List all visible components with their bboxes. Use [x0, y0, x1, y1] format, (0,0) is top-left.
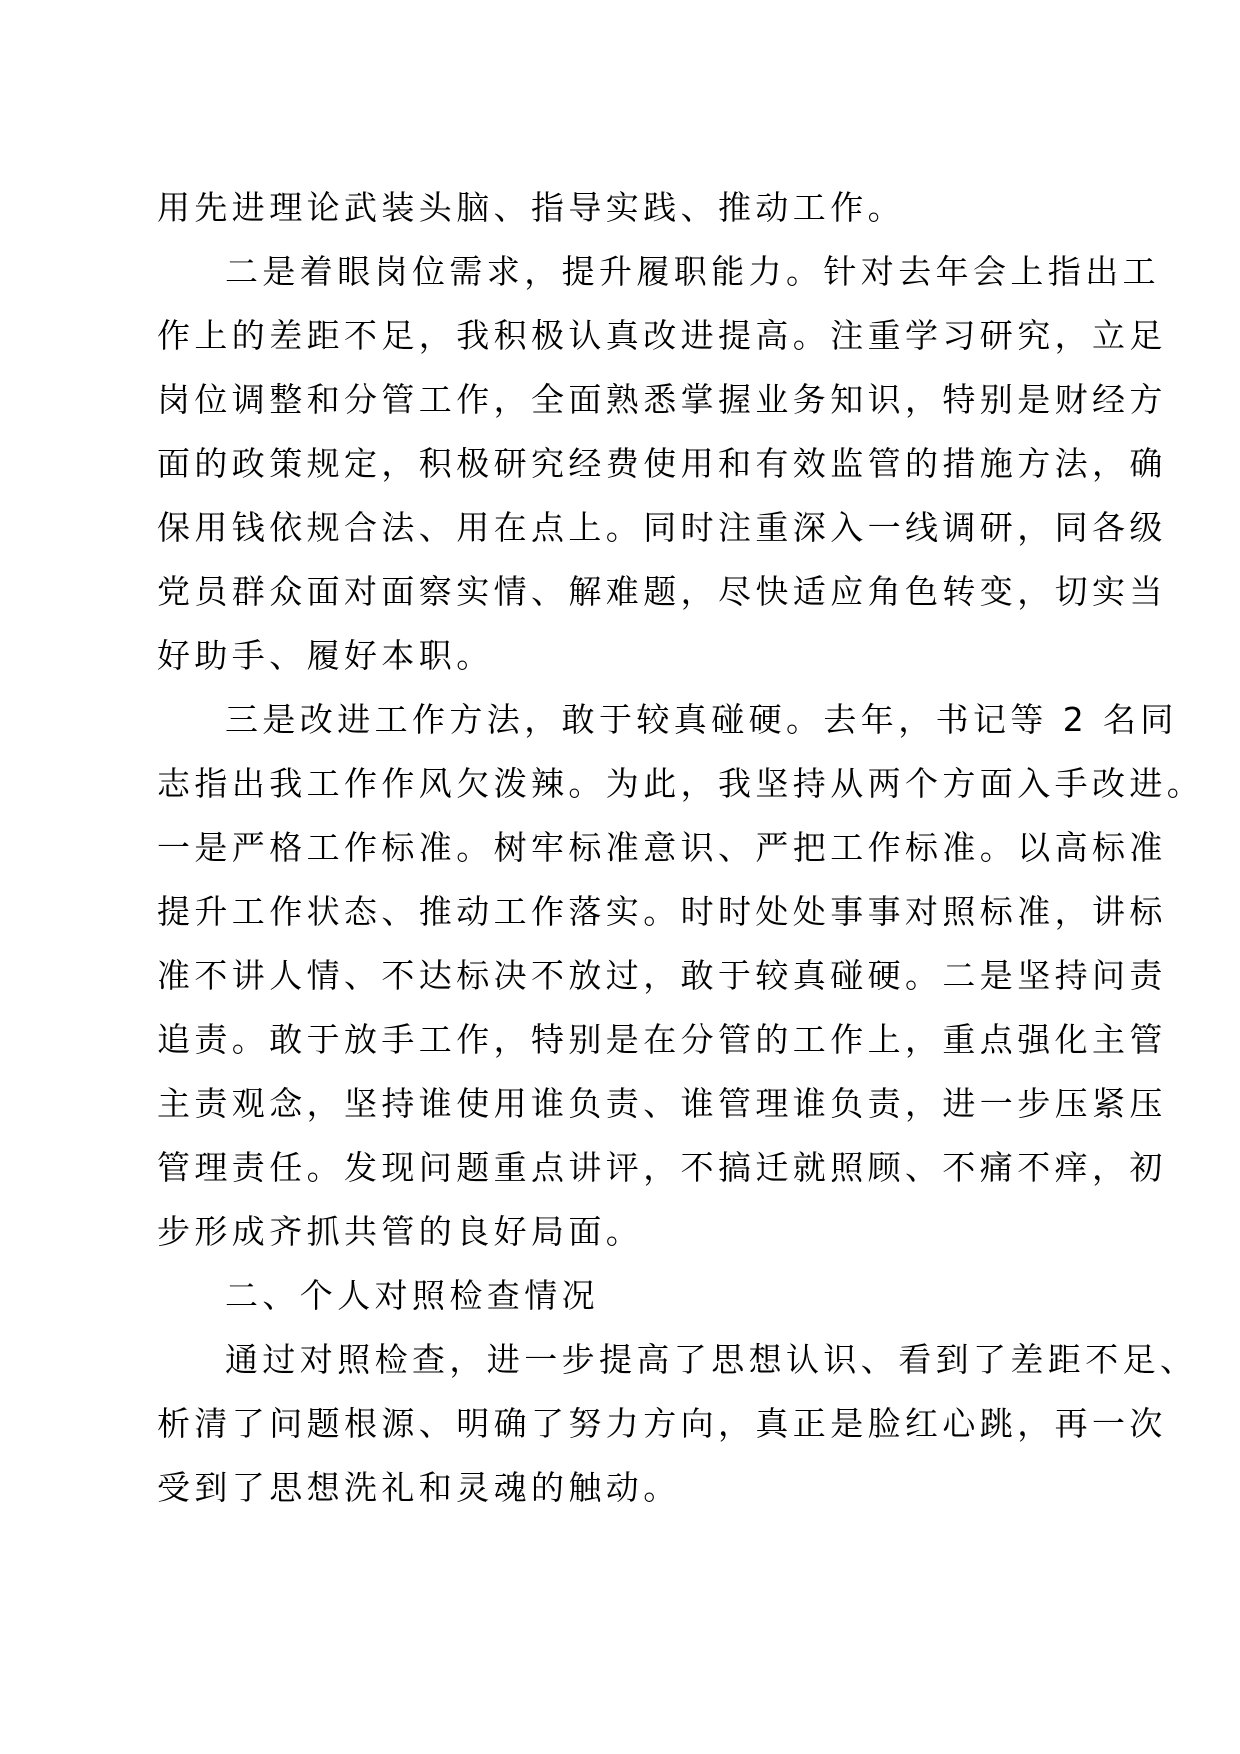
text-line: 党员群众面对面察实情、解难题，尽快适应角色转变，切实当 — [157, 572, 1167, 611]
paragraph-start-line: 三是改进工作方法，敢于较真碰硬。去年，书记等 2 名同 — [225, 700, 1178, 739]
text-line: 保用钱依规合法、用在点上。同时注重深入一线调研，同各级 — [157, 508, 1167, 547]
text-line: 岗位调整和分管工作，全面熟悉掌握业务知识，特别是财经方 — [157, 380, 1167, 419]
document-body — [157, 176, 1205, 1520]
paragraph-start-line: 通过对照检查，进一步提高了思想认识、看到了差距不足、 — [225, 1340, 1198, 1379]
text-line: 用先进理论武装头脑、指导实践、推动工作。 — [157, 188, 905, 227]
text-line: 步形成齐抓共管的良好局面。 — [157, 1212, 644, 1251]
paragraph-start-line: 二是着眼岗位需求，提升履职能力。针对去年会上指出工 — [225, 252, 1160, 291]
text-line: 提升工作状态、推动工作落实。时时处处事事对照标准，讲标 — [157, 892, 1167, 931]
text-line: 准不讲人情、不达标决不放过，敢于较真碰硬。二是坚持问责 — [157, 956, 1167, 995]
text-line: 主责观念，坚持谁使用谁负责、谁管理谁负责，进一步压紧压 — [157, 1084, 1167, 1123]
section-heading: 二、个人对照检查情况 — [225, 1276, 599, 1315]
text-line: 析清了问题根源、明确了努力方向，真正是脸红心跳，再一次 — [157, 1404, 1167, 1443]
text-line: 好助手、履好本职。 — [157, 636, 494, 675]
text-line: 一是严格工作标准。树牢标准意识、严把工作标准。以高标准 — [157, 828, 1167, 867]
text-line: 追责。敢于放手工作，特别是在分管的工作上，重点强化主管 — [157, 1020, 1167, 1059]
text-line: 管理责任。发现问题重点讲评，不搞迁就照顾、不痛不痒，初 — [157, 1148, 1167, 1187]
text-line: 志指出我工作作风欠泼辣。为此，我坚持从两个方面入手改进。 — [157, 764, 1205, 803]
text-line: 作上的差距不足，我积极认真改进提高。注重学习研究，立足 — [157, 316, 1167, 355]
text-line: 受到了思想洗礼和灵魂的触动。 — [157, 1468, 681, 1507]
text-line: 面的政策规定，积极研究经费使用和有效监管的措施方法，确 — [157, 444, 1167, 483]
